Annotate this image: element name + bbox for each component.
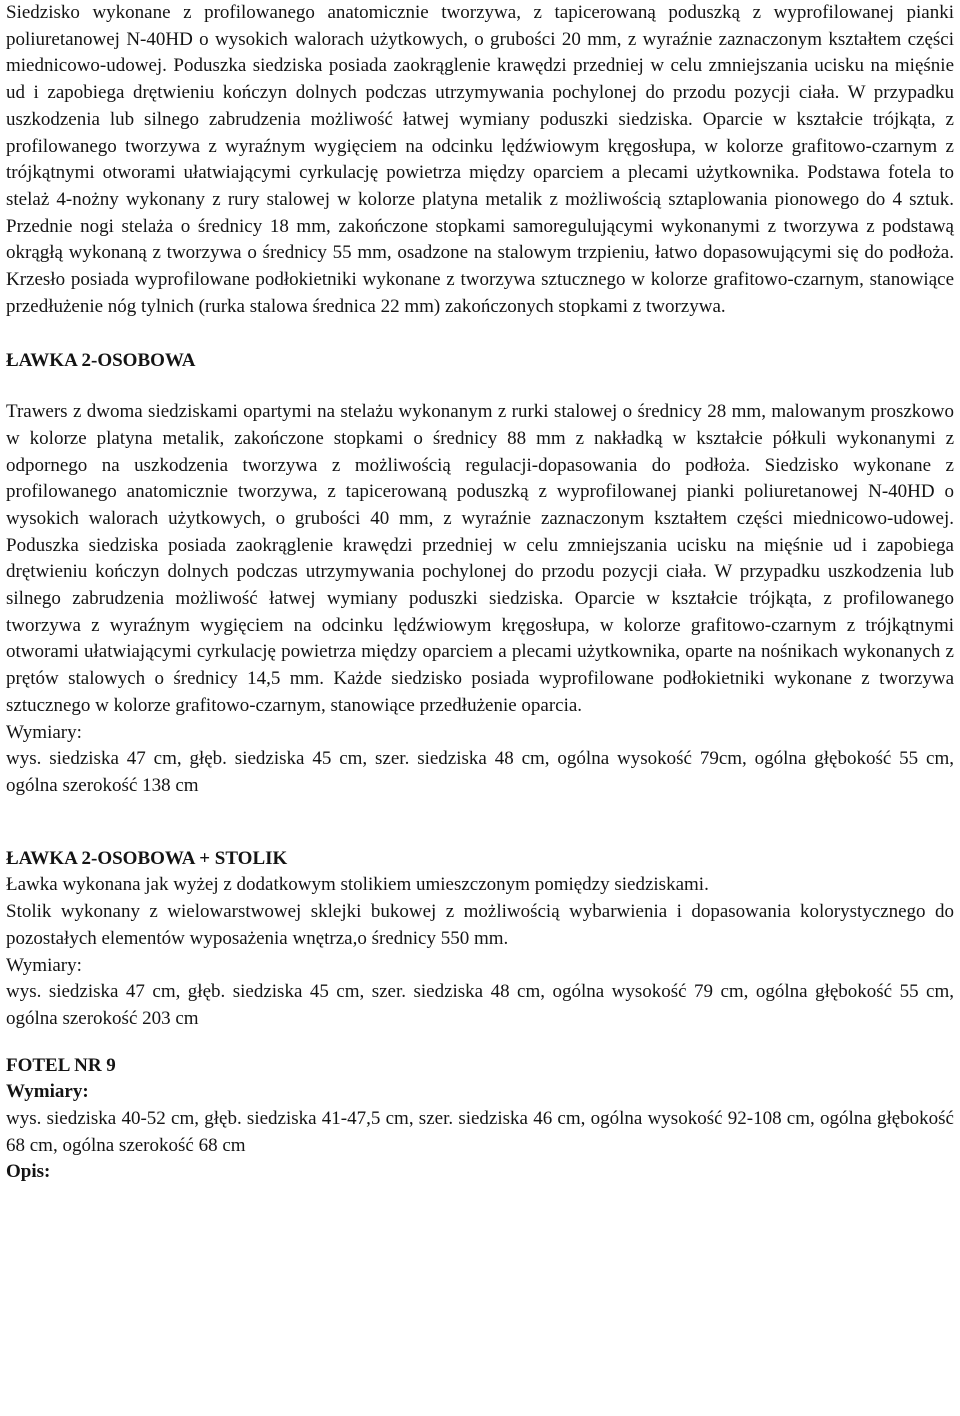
bench-table-dims-label: Wymiary:	[6, 954, 82, 976]
spacer	[6, 800, 954, 846]
document-page	[6, 0, 954, 1186]
bench-table-line: Ławka wykonana jak wyżej z dodatkowym stolikiem umieszczonym pomiędzy siedziskami.	[6, 874, 709, 896]
spacer	[6, 1033, 954, 1053]
bench-table-heading: ŁAWKA 2-OSOBOWA + STOLIK	[6, 847, 288, 869]
armchair-heading: FOTEL NR 9	[6, 1054, 116, 1076]
armchair-desc-label: Opis:	[6, 1161, 51, 1183]
bench-dims-label: Wymiary:	[6, 721, 82, 743]
bench-heading: ŁAWKA 2-OSOBOWA	[6, 350, 196, 372]
bench-table-dims-text: wys. siedziska 47 cm, głęb. siedziska 45 cm, szer. siedziska 48 cm, ogólna wysokość 79 cm, ogólna głębokość 55 cm, ogólna szerokość 203 cm	[6, 981, 954, 1029]
spacer	[6, 375, 954, 399]
armchair-dims-text: wys. siedziska 40-52 cm, głęb. siedziska 41-47,5 cm, szer. siedziska 46 cm, ogólna wysokość 92-108 cm, ogólna głębokość 68 cm, ogólna szerokość 68 cm	[6, 1108, 954, 1156]
bench-paragraph: Trawers z dwoma siedziskami opartymi na stelażu wykonanym z rurki stalowej o średnicy 28 mm, malowanym proszkowo w kolorze platyna metalik, zakończone stopkami o średnicy 88 mm z nakładką w kształcie półkuli wykonanymi z odpornego na uszkodzenia tworzywa z możliwością regulacji-dopasowania do podłoża. Siedzisko wykonane z profilowanego anatomicznie tworzywa, z tapicerowaną poduszką z wyprofilowanej pianki poliuretanowej N-40HD o wysokich walorach użytkowych, o grubości 40 mm, z wyraźnie zaznaczonym kształtem części miednicowo-udowej. Poduszka siedziska posiada zaokrąglenie krawędzi przedniej w celu zmniejszania ucisku na mięśnie ud i zapobiega drętwieniu kończyn dolnych podczas utrzymywania pochylonej do przodu pozycji ciała. W przypadku uszkodzenia lub silnego zabrudzenia możliwość łatwej wymiany poduszki siedziska. Oparcie w kształcie trójkąta, z profilowanego tworzywa z wyraźnym wygięciem na odcinku lędźwiowym kręgosłupa, w kolorze grafitowo-czarnym z trójkątnymi otworami ułatwiającymi cyrkulację powietrza między oparciem a plecami użytkownika, oparte na nośnikach wykonanych z prętów stalowych o średnicy 14,5 mm. Każde siedzisko posiada wyprofilowane podłokietniki wykonane z tworzywa sztucznego w kolorze grafitowo-czarnym, stanowiące przedłużenie oparcia.	[6, 401, 954, 716]
bench-table-paragraph: Stolik wykonany z wielowarstwowej sklejki bukowej z możliwością wybarwienia i dopasowania kolorystycznego do pozostałych elementów wyposażenia wnętrza,o średnicy 550 mm.	[6, 901, 954, 949]
bench-dims-text: wys. siedziska 47 cm, głęb. siedziska 45 cm, szer. siedziska 48 cm, ogólna wysokość 79cm, ogólna głębokość 55 cm, ogólna szerokość 138 cm	[6, 748, 954, 796]
armchair-dims-label: Wymiary:	[6, 1081, 89, 1103]
intro-paragraph: Siedzisko wykonane z profilowanego anatomicznie tworzywa, z tapicerowaną poduszką z wyprofilowanej pianki poliuretanowej N-40HD o wysokich walorach użytkowych, o grubości 20 mm, z wyraźnie zaznaczonym kształtem części miednicowo-udowej. Poduszka siedziska posiada zaokrąglenie krawędzi przedniej w celu zmniejszania ucisku na mięśnie ud i zapobiega drętwieniu kończyn dolnych podczas utrzymywania pochylonej do przodu pozycji ciała. W przypadku uszkodzenia lub silnego zabrudzenia możliwość łatwej wymiany poduszki siedziska. Oparcie w kształcie trójkąta, z profilowanego tworzywa z wyraźnym wygięciem na odcinku lędźwiowym kręgosłupa, w kolorze grafitowo-czarnym z trójkątnymi otworami ułatwiającymi cyrkulację powietrza między oparciem a plecami użytkownika. Podstawa fotela to stelaż 4-nożny wykonany z rury stalowej w kolorze platyna metalik z możliwością sztaplowania pionowego do 4 sztuk. Przednie nogi stelaża o średnicy 18 mm, zakończone stopkami samoregulującymi wykonanymi z tworzywa z podstawą okrągłą wykonaną z tworzywa o średnicy 55 mm, osadzone na stalowym trzpieniu, łatwo dopasowującymi się do podłoża. Krzesło posiada wyprofilowane podłokietniki wykonane z tworzywa sztucznego w kolorze grafitowo-czarnym, stanowiące przedłużenie nóg tylnich (rurka stalowa średnica 22 mm) zakończonych stopkami z tworzywa.	[6, 2, 954, 317]
spacer	[6, 320, 954, 348]
